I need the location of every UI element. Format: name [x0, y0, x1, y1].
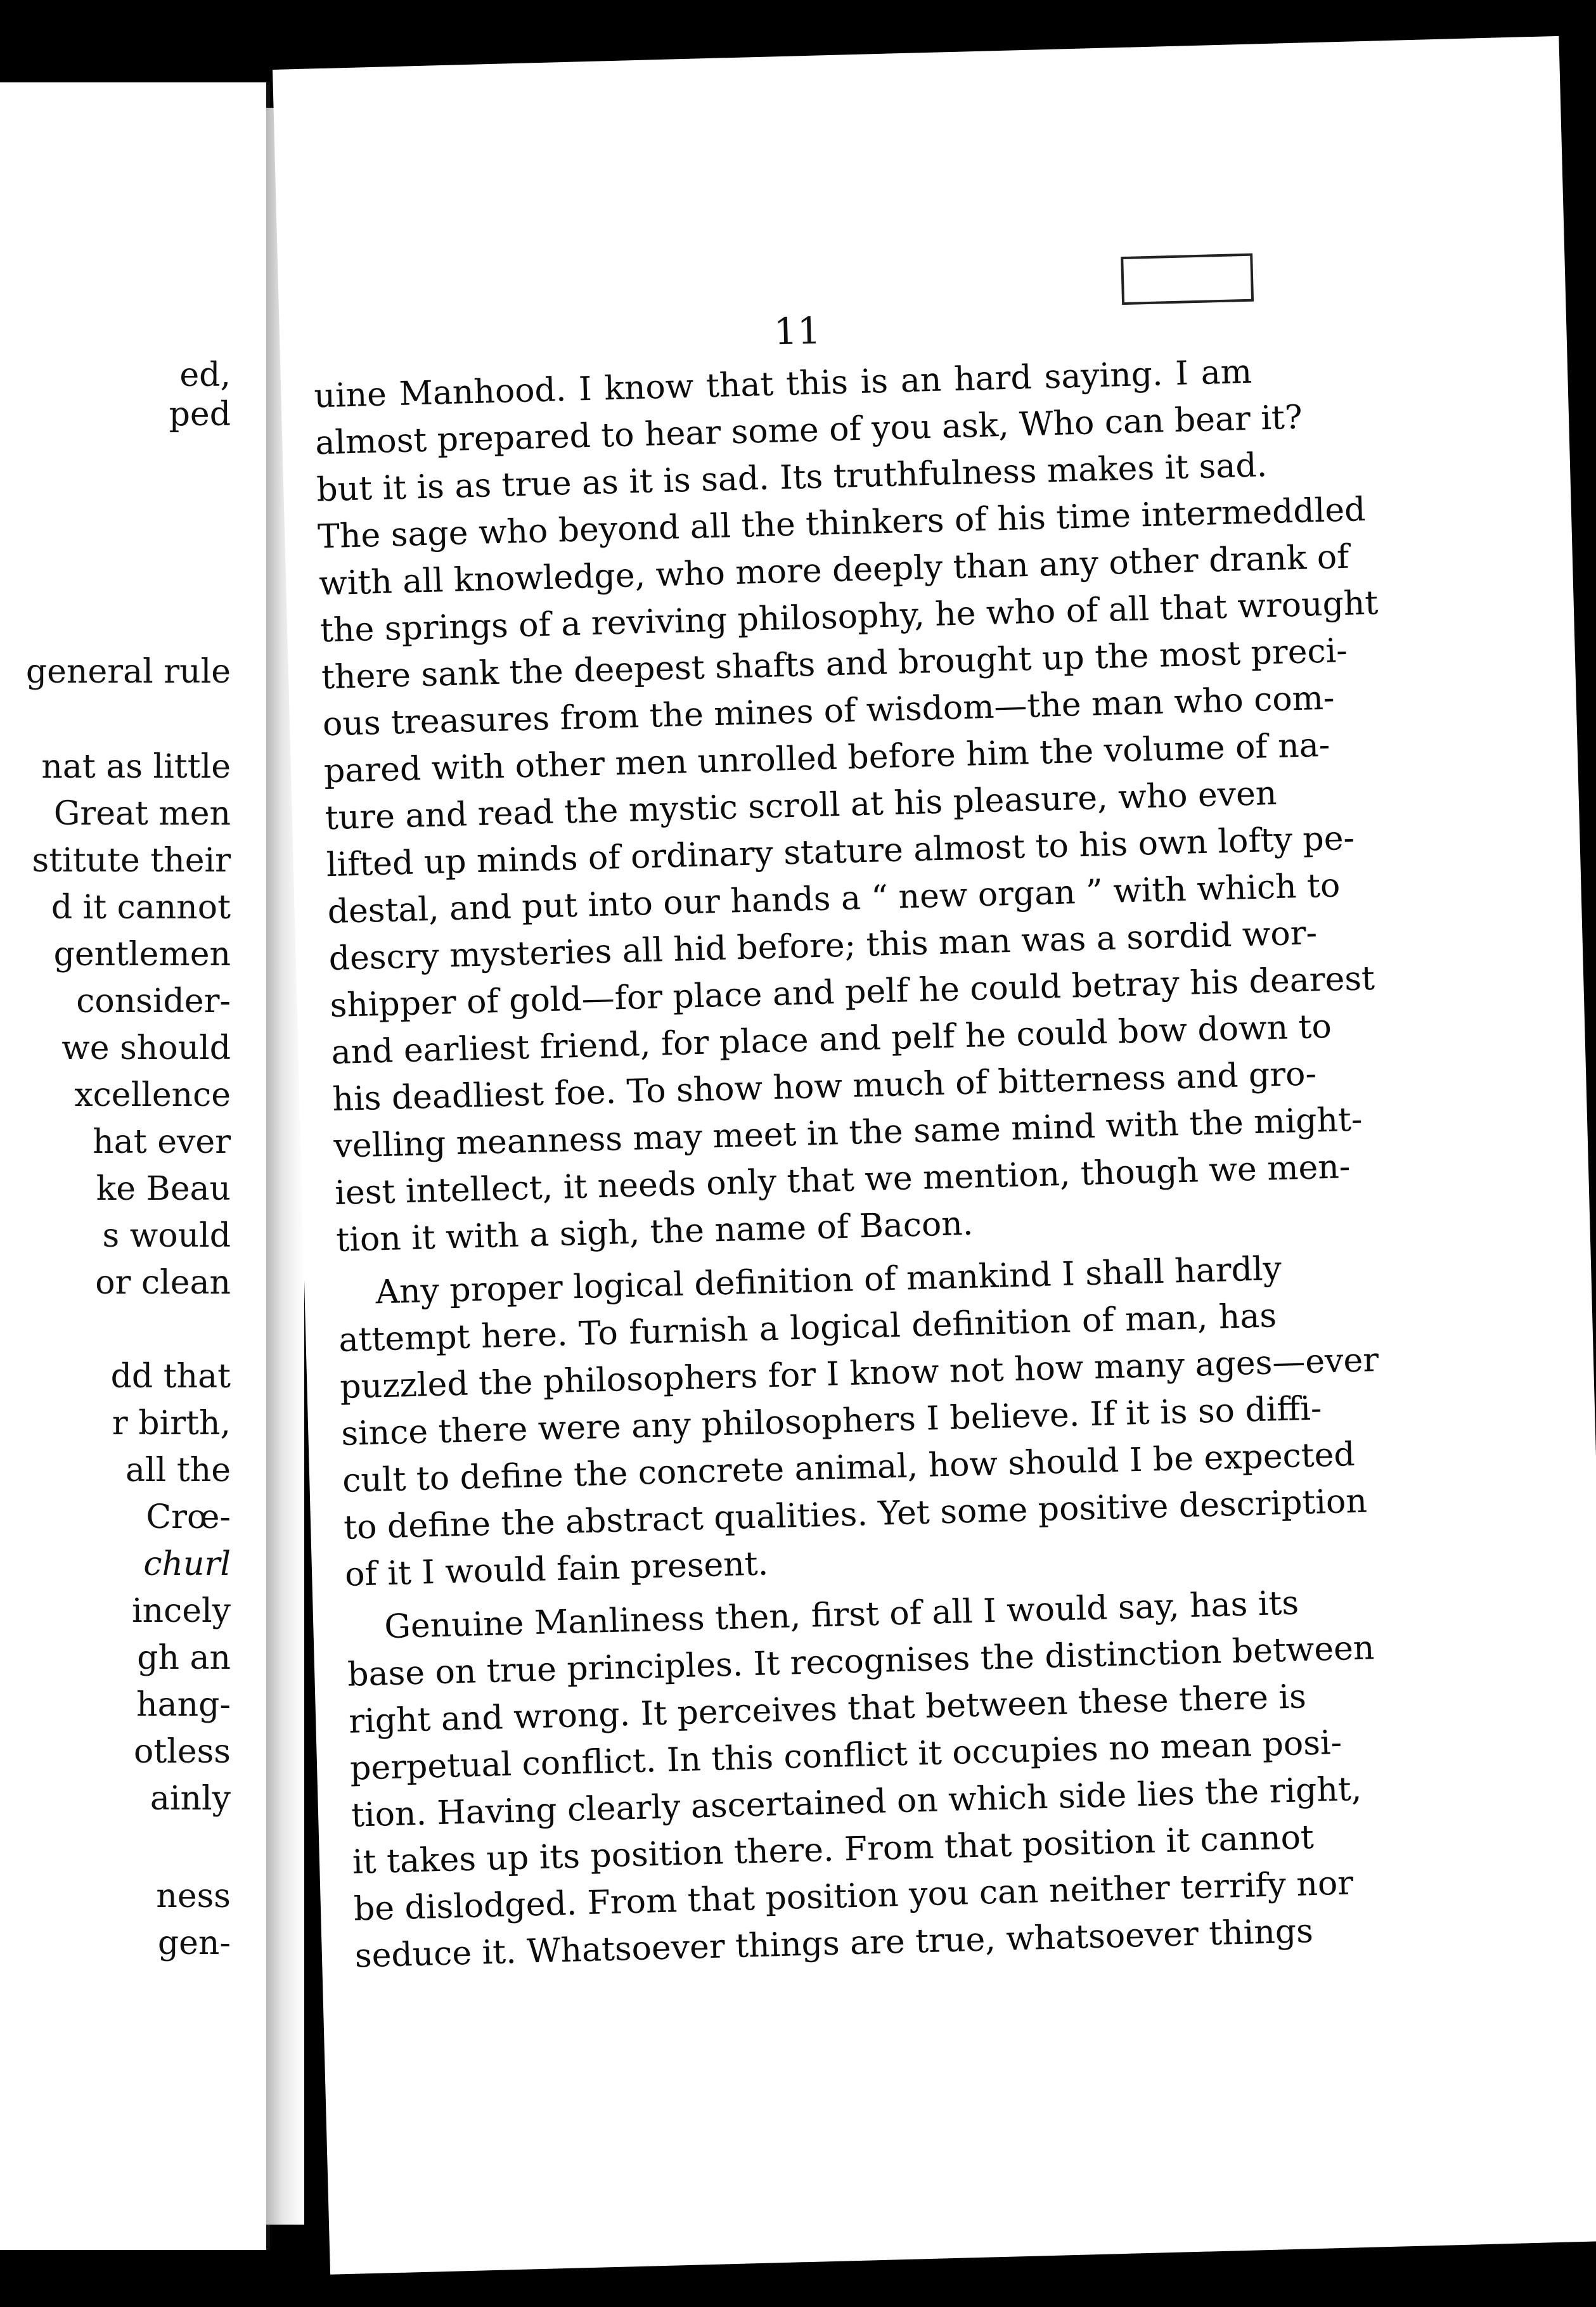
text-line: since there were any philosophers I believe. If it is so diffi-	[340, 1389, 1323, 1453]
left-fragment: xcellence	[74, 1076, 231, 1114]
text-line: cult to define the concrete animal, how should I be expected	[342, 1436, 1356, 1500]
left-fragment: or clean	[95, 1264, 231, 1302]
text-line: ture and read the mystic scroll at his pleasure, who even	[325, 774, 1278, 838]
left-fragment: gh an	[137, 1639, 231, 1677]
text-line: of it I would fain present.	[344, 1545, 769, 1594]
text-line: with all knowledge, who more deeply than any other drank of	[318, 537, 1350, 603]
left-fragment: gentlemen	[53, 935, 231, 974]
text-line: but it is as true as it is sad. Its truthfulness makes it sad.	[316, 446, 1268, 510]
left-fragment: r birth,	[112, 1404, 231, 1443]
text-line: perpetual conflict. In this conflict it occupies no mean posi-	[349, 1723, 1342, 1788]
left-fragment: general rule	[25, 653, 231, 691]
left-fragment: churl	[143, 1545, 231, 1583]
page-text	[313, 349, 1379, 1980]
text-line: right and wrong. It perceives that between these there is	[348, 1678, 1307, 1741]
left-fragment: gen-	[157, 1924, 231, 1962]
left-fragment: Great men	[53, 795, 231, 833]
text-line: seduce it. Whatsoever things are true, whatsoever things	[354, 1912, 1314, 1976]
left-fragment: ed,	[179, 356, 231, 394]
left-fragment: ness	[156, 1877, 231, 1915]
text-line: there sank the deepest shafts and brought up the most preci-	[321, 631, 1348, 697]
text-line: the springs of a reviving philosophy, he who of all that wrought	[319, 584, 1379, 650]
text-line: base on true principles. It recognises the distinction between	[347, 1629, 1375, 1694]
left-fragment: hat ever	[93, 1123, 231, 1161]
text-line: it takes up its position there. From that position it cannot	[352, 1818, 1315, 1882]
text-line: be dislodged. From that position you can neither terrify nor	[353, 1864, 1354, 1929]
left-fragment: ped	[169, 395, 231, 434]
left-fragment: consider-	[76, 982, 231, 1020]
text-line: puzzled the philosophers for I know not how many ages—ever	[339, 1341, 1379, 1406]
left-fragment: dd that	[110, 1358, 231, 1396]
text-line: Any proper logical definition of mankind I shall hardly	[375, 1249, 1282, 1312]
text-line: attempt here. To furnish a logical definition of man, has	[338, 1297, 1277, 1359]
page-number: 11	[773, 309, 821, 354]
text-line: to define the abstract qualities. Yet some positive description	[343, 1482, 1368, 1547]
left-fragment: ainly	[150, 1780, 231, 1818]
text-line: Genuine Manliness then, first of all I would say, has its	[383, 1584, 1299, 1647]
left-fragment: otless	[134, 1733, 231, 1771]
text-line: descry mysteries all hid before; this man was a sordid wor-	[328, 914, 1318, 979]
left-fragment: hang-	[136, 1686, 231, 1724]
text-line: shipper of gold—for place and pelf he could betray his dearest	[329, 959, 1375, 1025]
text-line: iest intellect, it needs only that we mention, though we men-	[334, 1148, 1351, 1213]
text-line: tion. Having clearly ascertained on which side lies the right,	[351, 1770, 1363, 1835]
text-line: The sage who beyond all the thinkers of his time intermeddled	[317, 491, 1367, 556]
left-fragment: nat as little	[41, 748, 231, 786]
text-line: tion it with a sigh, the name of Bacon.	[335, 1204, 974, 1259]
text-line: lifted up minds of ordinary stature almost to his own lofty pe-	[326, 819, 1355, 885]
left-fragment: we should	[61, 1029, 231, 1067]
text-line: and earliest friend, for place and pelf he could bow down to	[330, 1007, 1332, 1072]
text-line: uine Manhood. I know that this is an hard saying. I am	[313, 352, 1252, 416]
right-page	[273, 36, 1596, 2275]
text-line: pared with other men unrolled before him the volume of na-	[323, 726, 1330, 791]
text-line: destal, and put into our hands a “ new organ ” with which to	[327, 866, 1341, 932]
left-fragment: ke Beau	[96, 1170, 231, 1208]
left-fragment: all the	[125, 1451, 231, 1489]
text-line: velling meanness may meet in the same mind with the might-	[333, 1100, 1363, 1166]
text-line: ous treasures from the mines of wisdom—the man who com-	[322, 679, 1335, 744]
left-fragment: Crœ-	[146, 1498, 231, 1536]
text-line: his deadliest foe. To show how much of bitterness and gro-	[331, 1055, 1317, 1119]
left-fragment: incely	[131, 1592, 231, 1630]
library-stamp	[1121, 254, 1254, 305]
text-line: almost prepared to hear some of you ask, Who can bear it?	[314, 398, 1303, 463]
left-fragment: s would	[102, 1217, 231, 1255]
left-page	[0, 82, 270, 2250]
left-fragment: d it cannot	[51, 889, 231, 927]
left-fragment: stitute their	[32, 842, 231, 880]
